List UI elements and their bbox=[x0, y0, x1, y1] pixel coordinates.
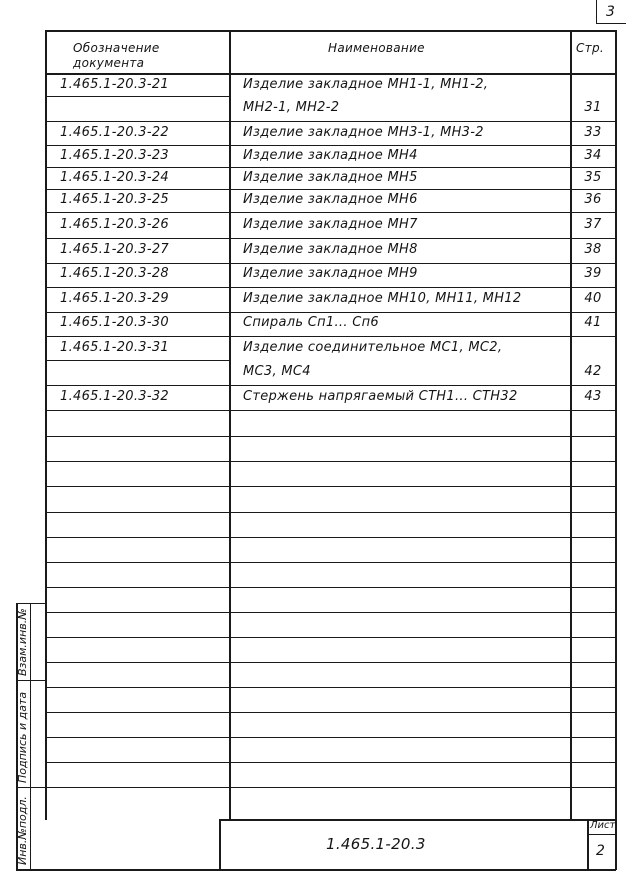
side-stamp-sign-date: Подпись и дата bbox=[16, 691, 29, 783]
row-name: Изделие закладное МН7 bbox=[243, 217, 418, 232]
row-rule bbox=[45, 587, 616, 588]
row-name: Стержень напрягаемый СТН1... СТН32 bbox=[243, 389, 518, 404]
header-page: Стр. bbox=[576, 41, 605, 55]
row-name: Изделие закладное МН6 bbox=[243, 192, 418, 207]
row-name: Изделие закладное МН1-1, МН1-2, bbox=[243, 77, 489, 92]
side-stamp-top bbox=[16, 603, 46, 604]
row-page: 43 bbox=[584, 389, 602, 404]
frame-bottom bbox=[16, 869, 616, 871]
row-name: Изделие закладное МН3-1, МН3-2 bbox=[243, 125, 484, 140]
row-designation: 1.465.1-20.3-21 bbox=[60, 77, 169, 92]
side-stamp-inv-orig: Инв.№подл. bbox=[16, 796, 29, 865]
row-name: МН2-1, МН2-2 bbox=[243, 100, 340, 115]
side-stamp-rule bbox=[16, 680, 46, 681]
row-designation: 1.465.1-20.3-24 bbox=[60, 170, 169, 185]
row-page: 40 bbox=[584, 291, 602, 306]
row-rule bbox=[45, 512, 616, 513]
row-rule bbox=[45, 189, 616, 190]
row-page: 42 bbox=[584, 364, 602, 379]
row-page: 36 bbox=[584, 192, 602, 207]
corner-box-bottom-edge bbox=[596, 23, 626, 24]
row-rule bbox=[45, 562, 616, 563]
header-rule bbox=[45, 73, 616, 75]
row-rule bbox=[45, 263, 616, 264]
side-stamp-replace-inv: Взам.инв.№ bbox=[16, 608, 29, 676]
row-page: 31 bbox=[584, 100, 602, 115]
frame-right bbox=[615, 30, 617, 870]
row-rule bbox=[45, 312, 616, 313]
row-rule bbox=[45, 637, 616, 638]
row-rule bbox=[45, 687, 616, 688]
row-name: Изделие закладное МН10, МН11, МН12 bbox=[243, 291, 522, 306]
title-block-sheet-divider bbox=[587, 819, 589, 870]
row-designation: 1.465.1-20.3-22 bbox=[60, 125, 169, 140]
row-name: Изделие закладное МН4 bbox=[243, 148, 418, 163]
row-designation: 1.465.1-20.3-26 bbox=[60, 217, 169, 232]
row-designation: 1.465.1-20.3-27 bbox=[60, 242, 169, 257]
row-designation: 1.465.1-20.3-23 bbox=[60, 148, 169, 163]
row-rule bbox=[45, 238, 616, 239]
row-name: Спираль Сп1... Сп6 bbox=[243, 315, 379, 330]
row-rule bbox=[45, 167, 616, 168]
row-rule bbox=[45, 96, 230, 97]
row-name: Изделие закладное МН8 bbox=[243, 242, 418, 257]
row-page: 33 bbox=[584, 125, 602, 140]
title-block-sheet-value: 2 bbox=[596, 843, 606, 859]
title-block-top bbox=[219, 819, 616, 821]
row-rule bbox=[45, 461, 616, 462]
row-rule bbox=[45, 712, 616, 713]
row-name: Изделие закладное МН9 bbox=[243, 266, 418, 281]
row-rule bbox=[45, 336, 616, 337]
row-rule bbox=[45, 145, 616, 146]
title-block-sheet-rule bbox=[587, 834, 616, 835]
row-page: 35 bbox=[584, 170, 602, 185]
row-name: Изделие соединительное МС1, МС2, bbox=[243, 340, 503, 355]
title-block-sheet-label: Лист bbox=[590, 820, 616, 831]
corner-box-left-edge bbox=[596, 0, 597, 24]
row-designation: 1.465.1-20.3-30 bbox=[60, 315, 169, 330]
header-designation-line1: Обозначение bbox=[73, 41, 160, 55]
frame-left bbox=[45, 30, 47, 820]
header-name: Наименование bbox=[328, 41, 425, 55]
row-page: 38 bbox=[584, 242, 602, 257]
row-page: 39 bbox=[584, 266, 602, 281]
side-stamp-rule bbox=[16, 787, 46, 788]
row-designation: 1.465.1-20.3-25 bbox=[60, 192, 169, 207]
row-rule bbox=[45, 410, 616, 411]
row-page: 41 bbox=[584, 315, 602, 330]
row-designation: 1.465.1-20.3-32 bbox=[60, 389, 169, 404]
row-designation: 1.465.1-20.3-29 bbox=[60, 291, 169, 306]
row-name: МС3, МС4 bbox=[243, 364, 311, 379]
row-rule bbox=[45, 612, 616, 613]
row-rule bbox=[45, 662, 616, 663]
row-rule bbox=[45, 360, 230, 361]
row-designation: 1.465.1-20.3-28 bbox=[60, 266, 169, 281]
row-rule bbox=[45, 787, 616, 788]
column-divider-1 bbox=[229, 30, 231, 819]
row-page: 34 bbox=[584, 148, 602, 163]
header-designation-line2: документа bbox=[73, 56, 145, 70]
row-rule bbox=[45, 537, 616, 538]
row-designation: 1.465.1-20.3-31 bbox=[60, 340, 169, 355]
row-page: 37 bbox=[584, 217, 602, 232]
sheet-number: 3 bbox=[606, 4, 616, 20]
side-stamp-col bbox=[30, 603, 31, 870]
row-name: Изделие закладное МН5 bbox=[243, 170, 418, 185]
row-rule bbox=[45, 486, 616, 487]
row-rule bbox=[45, 737, 616, 738]
row-rule bbox=[45, 212, 616, 213]
row-rule bbox=[45, 385, 616, 386]
frame-top bbox=[45, 30, 616, 32]
row-rule bbox=[45, 287, 616, 288]
title-block-left bbox=[219, 819, 221, 870]
row-rule bbox=[45, 762, 616, 763]
row-rule bbox=[45, 121, 616, 122]
title-block-code: 1.465.1-20.3 bbox=[326, 835, 426, 853]
row-rule bbox=[45, 436, 616, 437]
